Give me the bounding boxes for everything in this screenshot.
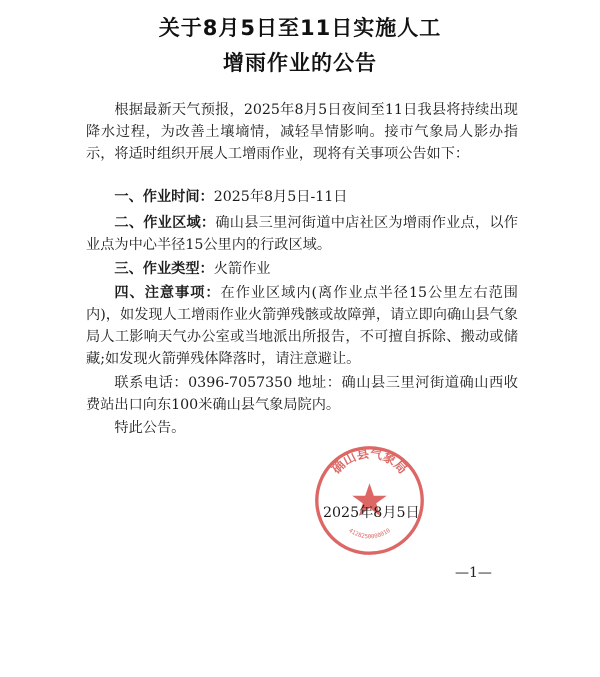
seal-code: 4128250000010 bbox=[347, 527, 392, 541]
notice-title-line-2: 增雨作业的公告 bbox=[223, 51, 377, 75]
item-operation-time bbox=[86, 186, 518, 208]
item-text: 2025年8月5日-11日 bbox=[213, 189, 348, 205]
item-label: 四、注意事项： bbox=[114, 285, 221, 301]
item-label: 二、作业区域： bbox=[114, 215, 216, 231]
item-operation-type bbox=[86, 258, 518, 280]
item-text: 确山县三里河街道中店社区为增雨作业点，以作业点为中心半径15公里内的行政区域。 bbox=[86, 215, 518, 253]
item-label: 三、作业类型： bbox=[114, 261, 214, 277]
intro-paragraph: 根据最新天气预报，2025年8月5日夜间至11日我县将持续出现降水过程，为改善土壤墒情，减轻旱情影响。接市气象局人影办指示，将适时组织开展人工增雨作业，现将有关事项公告如下： bbox=[86, 102, 518, 162]
seal-org-name: 确山县气象局 bbox=[328, 445, 411, 477]
item-text: 火箭作业 bbox=[213, 261, 271, 277]
notice-title-line-1: 关于8月5日至11日实施人工 bbox=[158, 16, 442, 40]
item-label: 一、作业时间： bbox=[114, 189, 214, 205]
notice-date: 2025年8月5日 bbox=[323, 505, 420, 521]
svg-text:确山县气象局 bbox=[329, 445, 411, 476]
closing-text: 特此公告。 bbox=[114, 420, 186, 436]
item-text: 在作业区域内(离作业点半径15公里左右范围内)，如发现人工增雨作业火箭弹残骸或故障弹，请立即向确山县气象局人工影响天气办公室或当地派出所报告，不可擅自拆除、搬动或储藏;如发现火箭弹残体降落时，请注意避让。 bbox=[86, 285, 518, 367]
official-seal-stamp bbox=[312, 443, 427, 558]
item-precautions bbox=[86, 282, 518, 370]
item-operation-area bbox=[86, 212, 518, 256]
contact-info: 联系电话：0396-7057350 地址：确山县三里河街道确山西收费站出口向东100米确山县气象局院内。 bbox=[86, 375, 518, 413]
svg-text:4128250000010 bbox=[347, 528, 392, 541]
page-number: —1— bbox=[455, 565, 492, 581]
